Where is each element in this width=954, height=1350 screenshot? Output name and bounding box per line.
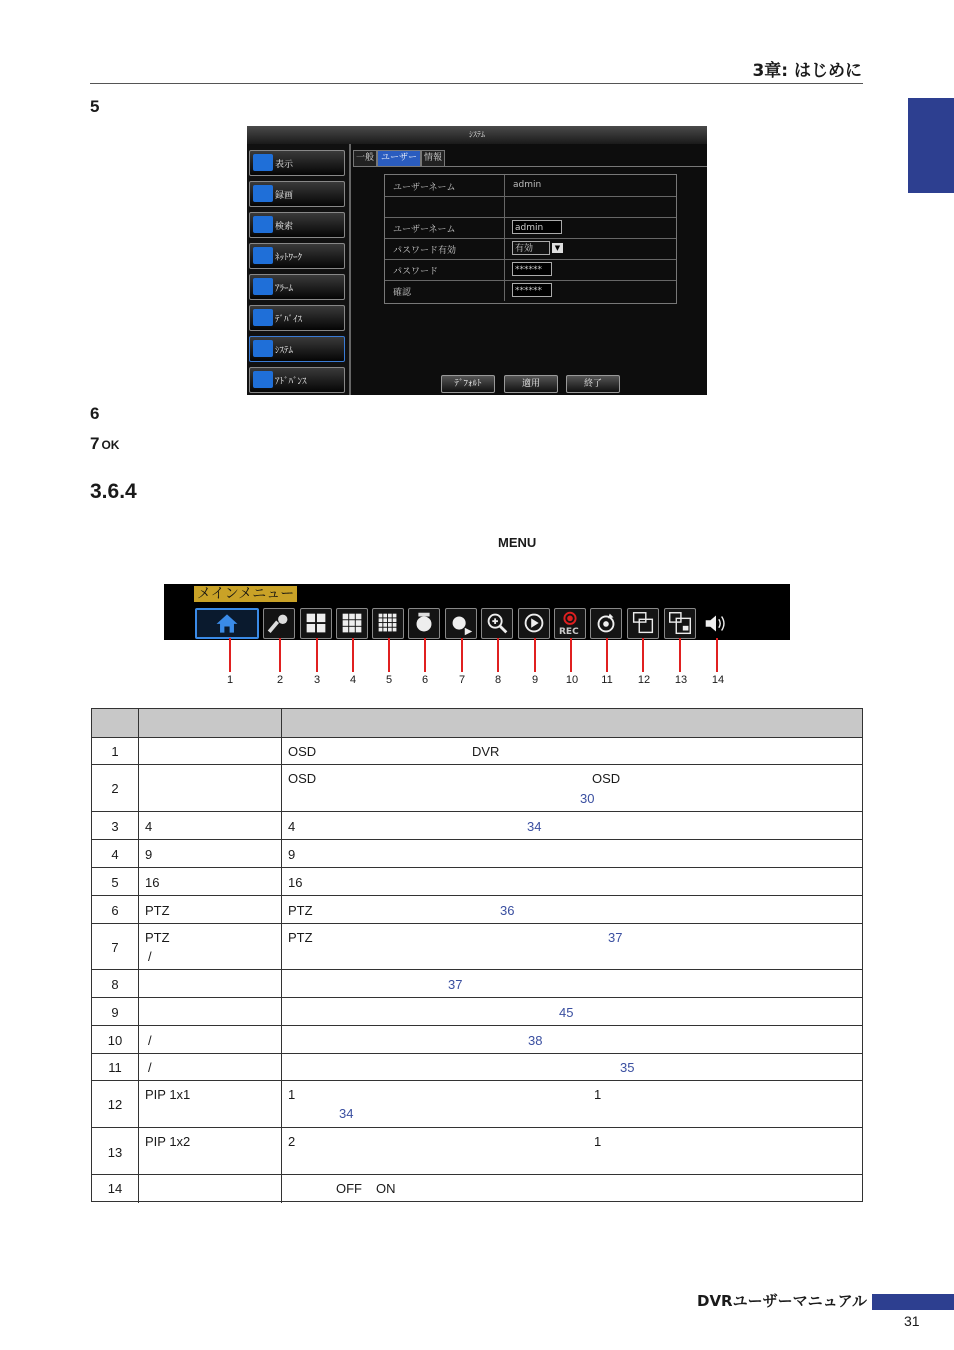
record-icon — [253, 185, 273, 202]
callout-number: 2 — [276, 674, 284, 686]
home-icon[interactable] — [195, 608, 259, 639]
callout-line-14 — [716, 638, 718, 672]
page-link[interactable]: 37 — [608, 930, 623, 945]
confirm-password-input[interactable]: ****** — [512, 283, 552, 297]
table-row: 13 PIP 1x2 2 1 — [92, 1128, 862, 1175]
pip-1x2-icon[interactable] — [664, 608, 696, 639]
callout-number: 3 — [313, 674, 321, 686]
row-username: ユーザーネーム admin — [385, 217, 676, 239]
table-row: 9 45 — [92, 998, 862, 1026]
dvr-system-screen — [247, 126, 707, 395]
chapter-title: 3章: はじめに — [752, 61, 862, 81]
callout-line-13 — [679, 638, 681, 672]
page-link[interactable]: 34 — [527, 819, 542, 834]
callout-number: 12 — [637, 674, 651, 686]
header-rule — [90, 83, 863, 84]
exit-button[interactable]: 終了 — [566, 375, 620, 393]
step-5: 5 — [90, 97, 100, 116]
tab-user[interactable]: ユーザー — [377, 150, 421, 167]
username-input[interactable]: admin — [512, 220, 562, 234]
user-settings-table — [384, 174, 677, 304]
table-row: 7 PTZ / PTZ 37 — [92, 924, 862, 970]
callout-line-11 — [606, 638, 608, 672]
menu-reference-table — [91, 708, 863, 1202]
callout-number: 11 — [601, 674, 613, 686]
dvr-window-title: ｼｽﾃﾑ — [247, 126, 707, 144]
device-icon — [253, 309, 273, 326]
search-icon — [253, 216, 273, 233]
callout-number: 4 — [349, 674, 357, 686]
grid-4-icon[interactable] — [300, 608, 332, 639]
callout-line-6 — [424, 638, 426, 672]
table-row: 6 PTZ PTZ 36 — [92, 896, 862, 924]
wrench-icon[interactable] — [263, 608, 295, 639]
main-menu-bar — [164, 584, 790, 640]
footer-accent-bar — [872, 1294, 954, 1310]
sidebar-item-alarm[interactable]: ｱﾗｰﾑ — [249, 274, 345, 300]
sidebar-item-device[interactable]: ﾃﾞﾊﾞｲｽ — [249, 305, 345, 331]
sidebar-item-network[interactable]: ﾈｯﾄﾜｰｸ — [249, 243, 345, 269]
grid-16-icon[interactable] — [372, 608, 404, 639]
table-row: 11 / 35 — [92, 1054, 862, 1081]
page-number: 31 — [904, 1313, 920, 1329]
password-input[interactable]: ****** — [512, 262, 552, 276]
row-confirm: 確認 ****** — [385, 280, 676, 301]
table-row: 2 OSD OSD 30 — [92, 765, 862, 812]
default-button[interactable]: ﾃﾞﾌｫﾙﾄ — [441, 375, 495, 393]
chevron-down-icon[interactable]: ▼ — [552, 243, 563, 253]
page-link[interactable]: 38 — [528, 1033, 543, 1048]
tab-underline — [353, 166, 707, 167]
speaker-icon[interactable] — [700, 608, 732, 639]
alarm-icon — [253, 278, 273, 295]
callout-number: 5 — [385, 674, 393, 686]
callout-line-10 — [570, 638, 572, 672]
page-link[interactable]: 45 — [559, 1005, 574, 1020]
dvr-sidebar-divider — [349, 144, 351, 395]
grid-9-icon[interactable] — [336, 608, 368, 639]
page-link[interactable]: 36 — [500, 903, 515, 918]
section-title: 3.6.4 — [90, 480, 137, 503]
table-row: 10 / 38 — [92, 1026, 862, 1054]
callout-line-3 — [316, 638, 318, 672]
table-row: 8 37 — [92, 970, 862, 998]
ptz-preset-icon[interactable] — [445, 608, 477, 639]
play-icon[interactable] — [518, 608, 550, 639]
table-row: 1 OSD DVR — [92, 737, 862, 765]
callout-number: 14 — [711, 674, 725, 686]
callout-line-1 — [229, 638, 231, 672]
callout-line-2 — [279, 638, 281, 672]
page-link[interactable]: 30 — [580, 791, 595, 806]
callout-number: 7 — [458, 674, 466, 686]
main-menu-title: メインメニュー — [194, 586, 297, 602]
row-password: パスワード ****** — [385, 259, 676, 281]
table-row: 3 4 4 34 — [92, 812, 862, 840]
menu-keyword: MENU — [498, 535, 537, 550]
apply-button[interactable]: 適用 — [504, 375, 558, 393]
monitor-icon — [253, 154, 273, 171]
sidebar-item-system[interactable]: ｼｽﾃﾑ — [249, 336, 345, 362]
sidebar-item-advanced[interactable]: ｱﾄﾞﾊﾞﾝｽ — [249, 367, 345, 393]
table-header — [92, 709, 862, 738]
callout-number: 6 — [421, 674, 429, 686]
table-row: 4 9 9 — [92, 840, 862, 868]
refresh-icon[interactable] — [590, 608, 622, 639]
callout-number: 10 — [565, 674, 579, 686]
step-6: 6 — [90, 404, 100, 423]
callout-line-12 — [642, 638, 644, 672]
row-current-username: ユーザーネーム admin — [385, 175, 676, 197]
tools-icon — [253, 371, 273, 388]
ptz-camera-icon[interactable] — [408, 608, 440, 639]
row-password-enable: パスワード有効 有効 ▼ — [385, 238, 676, 260]
callout-line-4 — [352, 638, 354, 672]
callout-number: 9 — [531, 674, 539, 686]
callout-line-8 — [497, 638, 499, 672]
globe-icon — [253, 247, 273, 264]
current-username-value: admin — [513, 180, 542, 190]
sidebar-item-record[interactable]: 録画 — [249, 181, 345, 207]
rec-icon[interactable] — [554, 608, 586, 639]
callout-number: 13 — [674, 674, 688, 686]
table-row: 14 OFF ON — [107, 1181, 396, 1196]
callout-line-9 — [534, 638, 536, 672]
table-row: 12 PIP 1x1 1 1 34 — [92, 1081, 862, 1128]
tab-general[interactable]: 一般 — [353, 150, 377, 167]
callout-line-5 — [388, 638, 390, 672]
ok-keyword: OK — [101, 438, 120, 452]
callout-number: 1 — [226, 674, 234, 686]
callout-number: 8 — [494, 674, 502, 686]
pip-1x1-icon[interactable] — [627, 608, 659, 639]
gear-icon — [253, 340, 273, 357]
sidebar-item-display[interactable]: 表示 — [249, 150, 345, 176]
page-link[interactable]: 37 — [448, 977, 463, 992]
step-7: 7 OK — [90, 434, 120, 453]
footer-manual-title: DVRユーザーマニュアル — [697, 1292, 868, 1310]
password-enable-select[interactable]: 有効 ▼ — [512, 241, 550, 255]
row-empty — [385, 196, 676, 218]
rec-label: REC — [559, 627, 579, 637]
page-link[interactable]: 35 — [620, 1060, 635, 1075]
table-row: 5 16 16 — [92, 868, 862, 896]
callout-line-7 — [461, 638, 463, 672]
chapter-side-tab — [908, 98, 954, 193]
zoom-icon[interactable] — [481, 608, 513, 639]
sidebar-item-search[interactable]: 検索 — [249, 212, 345, 238]
page-link[interactable]: 34 — [339, 1106, 354, 1121]
tab-info[interactable]: 情報 — [421, 150, 445, 167]
